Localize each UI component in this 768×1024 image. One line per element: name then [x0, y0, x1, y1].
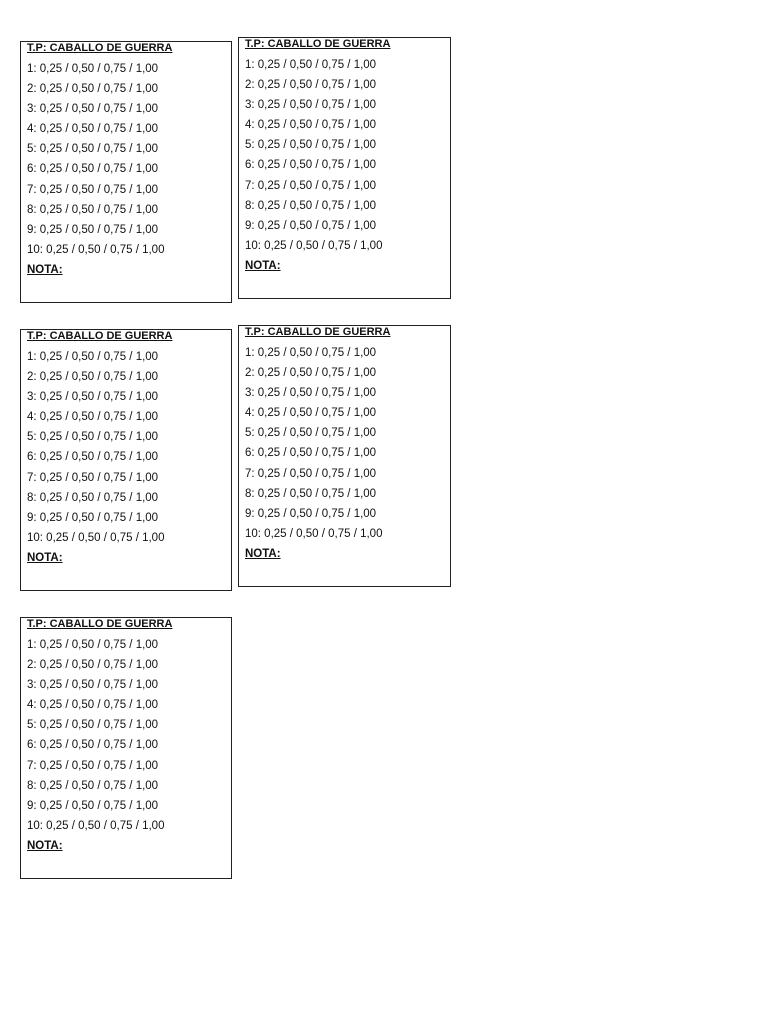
score-list	[27, 59, 231, 260]
score-line-5: 5: 0,25 / 0,50 / 0,75 / 1,00	[245, 139, 377, 152]
score-line-6: 6: 0,25 / 0,50 / 0,75 / 1,00	[27, 739, 159, 752]
score-line-3: 3: 0,25 / 0,50 / 0,75 / 1,00	[27, 103, 159, 116]
nota-label: NOTA:	[27, 263, 63, 276]
score-line-2: 2: 0,25 / 0,50 / 0,75 / 1,00	[27, 371, 159, 384]
score-line-5: 5: 0,25 / 0,50 / 0,75 / 1,00	[27, 143, 159, 156]
score-line-8: 8: 0,25 / 0,50 / 0,75 / 1,00	[245, 487, 377, 500]
nota-label: NOTA:	[27, 839, 63, 852]
score-line-8: 8: 0,25 / 0,50 / 0,75 / 1,00	[27, 203, 159, 216]
score-list	[245, 343, 450, 544]
score-line-2: 2: 0,25 / 0,50 / 0,75 / 1,00	[245, 79, 377, 92]
score-line-2: 2: 0,25 / 0,50 / 0,75 / 1,00	[245, 367, 377, 380]
score-line-5: 5: 0,25 / 0,50 / 0,75 / 1,00	[245, 427, 377, 440]
score-line-7: 7: 0,25 / 0,50 / 0,75 / 1,00	[27, 759, 159, 772]
score-line-6: 6: 0,25 / 0,50 / 0,75 / 1,00	[27, 163, 159, 176]
score-line-7: 7: 0,25 / 0,50 / 0,75 / 1,00	[27, 471, 159, 484]
grade-card-5	[20, 617, 232, 879]
score-line-4: 4: 0,25 / 0,50 / 0,75 / 1,00	[27, 123, 159, 136]
score-line-3: 3: 0,25 / 0,50 / 0,75 / 1,00	[245, 387, 377, 400]
nota-label: NOTA:	[27, 551, 63, 564]
score-line-6: 6: 0,25 / 0,50 / 0,75 / 1,00	[27, 451, 159, 464]
score-line-6: 6: 0,25 / 0,50 / 0,75 / 1,00	[245, 159, 377, 172]
score-line-9: 9: 0,25 / 0,50 / 0,75 / 1,00	[27, 799, 159, 812]
score-line-7: 7: 0,25 / 0,50 / 0,75 / 1,00	[245, 467, 377, 480]
score-line-4: 4: 0,25 / 0,50 / 0,75 / 1,00	[27, 411, 159, 424]
score-line-2: 2: 0,25 / 0,50 / 0,75 / 1,00	[27, 83, 159, 96]
score-line-8: 8: 0,25 / 0,50 / 0,75 / 1,00	[27, 491, 159, 504]
score-line-5: 5: 0,25 / 0,50 / 0,75 / 1,00	[27, 719, 159, 732]
score-line-1: 1: 0,25 / 0,50 / 0,75 / 1,00	[245, 347, 377, 359]
score-line-4: 4: 0,25 / 0,50 / 0,75 / 1,00	[245, 119, 377, 132]
score-line-6: 6: 0,25 / 0,50 / 0,75 / 1,00	[245, 447, 377, 460]
score-list	[27, 635, 231, 836]
score-line-4: 4: 0,25 / 0,50 / 0,75 / 1,00	[27, 699, 159, 712]
card-title: T.P: CABALLO DE GUERRA	[27, 618, 173, 630]
score-line-9: 9: 0,25 / 0,50 / 0,75 / 1,00	[245, 219, 377, 232]
score-line-2: 2: 0,25 / 0,50 / 0,75 / 1,00	[27, 659, 159, 672]
score-list	[27, 347, 231, 548]
grade-card-1	[20, 41, 232, 303]
score-line-8: 8: 0,25 / 0,50 / 0,75 / 1,00	[27, 779, 159, 792]
score-line-10: 10: 0,25 / 0,50 / 0,75 / 1,00	[245, 239, 383, 252]
grade-card-3	[20, 329, 232, 591]
score-line-1: 1: 0,25 / 0,50 / 0,75 / 1,00	[27, 63, 159, 75]
card-title: T.P: CABALLO DE GUERRA	[27, 42, 173, 54]
score-line-9: 9: 0,25 / 0,50 / 0,75 / 1,00	[245, 507, 377, 520]
score-line-3: 3: 0,25 / 0,50 / 0,75 / 1,00	[27, 391, 159, 404]
score-line-1: 1: 0,25 / 0,50 / 0,75 / 1,00	[27, 351, 159, 363]
score-line-4: 4: 0,25 / 0,50 / 0,75 / 1,00	[245, 407, 377, 420]
grade-card-2	[238, 37, 451, 299]
score-line-10: 10: 0,25 / 0,50 / 0,75 / 1,00	[245, 527, 383, 540]
grade-card-4	[238, 325, 451, 587]
score-line-3: 3: 0,25 / 0,50 / 0,75 / 1,00	[27, 679, 159, 692]
score-line-10: 10: 0,25 / 0,50 / 0,75 / 1,00	[27, 243, 165, 256]
score-line-10: 10: 0,25 / 0,50 / 0,75 / 1,00	[27, 531, 165, 544]
card-title: T.P: CABALLO DE GUERRA	[245, 326, 391, 338]
score-line-3: 3: 0,25 / 0,50 / 0,75 / 1,00	[245, 99, 377, 112]
score-line-10: 10: 0,25 / 0,50 / 0,75 / 1,00	[27, 819, 165, 832]
score-line-5: 5: 0,25 / 0,50 / 0,75 / 1,00	[27, 431, 159, 444]
score-line-1: 1: 0,25 / 0,50 / 0,75 / 1,00	[27, 639, 159, 651]
nota-label: NOTA:	[245, 259, 281, 272]
score-line-7: 7: 0,25 / 0,50 / 0,75 / 1,00	[27, 183, 159, 196]
card-title: T.P: CABALLO DE GUERRA	[27, 330, 173, 342]
score-line-9: 9: 0,25 / 0,50 / 0,75 / 1,00	[27, 511, 159, 524]
card-title: T.P: CABALLO DE GUERRA	[245, 38, 391, 50]
score-line-8: 8: 0,25 / 0,50 / 0,75 / 1,00	[245, 199, 377, 212]
score-line-9: 9: 0,25 / 0,50 / 0,75 / 1,00	[27, 223, 159, 236]
nota-label: NOTA:	[245, 547, 281, 560]
score-line-1: 1: 0,25 / 0,50 / 0,75 / 1,00	[245, 59, 377, 71]
score-list	[245, 55, 450, 256]
score-line-7: 7: 0,25 / 0,50 / 0,75 / 1,00	[245, 179, 377, 192]
